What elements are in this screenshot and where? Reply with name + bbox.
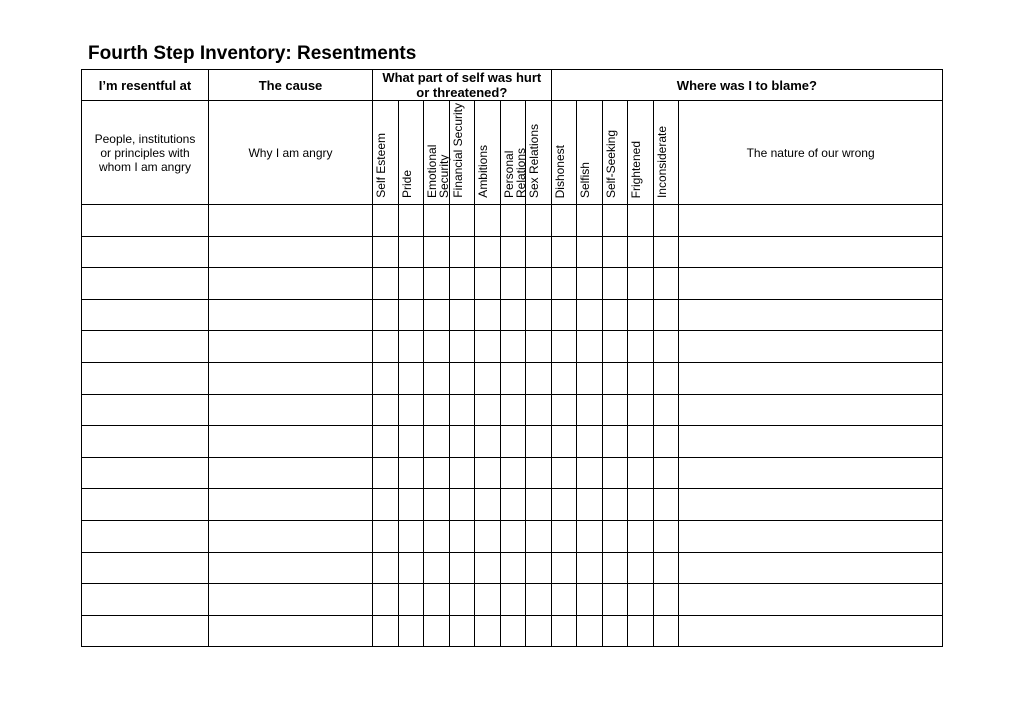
entry-cell[interactable] [424, 457, 450, 489]
table-row [82, 520, 943, 552]
entry-cell[interactable] [373, 426, 399, 458]
entry-cell[interactable] [602, 394, 628, 426]
entry-cell[interactable] [209, 489, 373, 521]
entry-cell[interactable] [526, 362, 552, 394]
entry-cell[interactable] [373, 489, 399, 521]
entry-cell[interactable] [602, 489, 628, 521]
entry-cell[interactable] [577, 362, 603, 394]
entry-cell[interactable] [679, 268, 943, 300]
entry-cell[interactable] [551, 615, 577, 647]
entry-cell[interactable] [577, 394, 603, 426]
entry-cell[interactable] [628, 299, 654, 331]
entry-cell[interactable] [653, 520, 679, 552]
entry-cell[interactable] [398, 331, 424, 363]
col-selfish [577, 101, 603, 205]
entry-cell[interactable] [209, 615, 373, 647]
entry-cell[interactable] [500, 489, 526, 521]
entry-cell[interactable] [449, 362, 475, 394]
entry-cell[interactable] [628, 457, 654, 489]
header-self-hurt [373, 70, 552, 101]
entry-cell[interactable] [526, 426, 552, 458]
col-pride-label: Pride [399, 169, 414, 198]
entry-cell[interactable] [679, 489, 943, 521]
entry-cell[interactable] [449, 457, 475, 489]
entry-cell[interactable] [551, 457, 577, 489]
entry-cell[interactable] [424, 426, 450, 458]
entry-cell[interactable] [628, 426, 654, 458]
col-inconsiderate [653, 101, 679, 205]
entry-cell[interactable] [209, 394, 373, 426]
table-row [82, 299, 943, 331]
entry-cell[interactable] [398, 394, 424, 426]
entry-cell[interactable] [526, 236, 552, 268]
table-row [82, 268, 943, 300]
entry-cell[interactable] [500, 520, 526, 552]
entry-cell[interactable] [82, 362, 209, 394]
entry-cell[interactable] [398, 299, 424, 331]
entry-cell[interactable] [424, 362, 450, 394]
entry-cell[interactable] [653, 394, 679, 426]
entry-cell[interactable] [424, 268, 450, 300]
entry-cell[interactable] [526, 489, 552, 521]
entry-cell[interactable] [526, 520, 552, 552]
entry-cell[interactable] [449, 520, 475, 552]
entry-cell[interactable] [475, 520, 501, 552]
entry-cell[interactable] [373, 457, 399, 489]
table-row [82, 584, 943, 616]
entry-cell[interactable] [653, 299, 679, 331]
entry-cell[interactable] [526, 331, 552, 363]
entry-cell[interactable] [551, 520, 577, 552]
entry-cell[interactable] [449, 615, 475, 647]
entry-cell[interactable] [449, 489, 475, 521]
entry-cell[interactable] [653, 268, 679, 300]
entry-cell[interactable] [82, 268, 209, 300]
col-dishonest-label: Dishonest [552, 144, 567, 198]
entry-cell[interactable] [398, 520, 424, 552]
entry-cell[interactable] [449, 268, 475, 300]
entry-cell[interactable] [551, 205, 577, 237]
entry-cell[interactable] [209, 362, 373, 394]
entry-cell[interactable] [628, 520, 654, 552]
entry-cell[interactable] [500, 615, 526, 647]
entry-cell[interactable] [500, 394, 526, 426]
subheader-resentful-at [82, 101, 209, 205]
entry-cell[interactable] [602, 552, 628, 584]
entry-cell[interactable] [424, 331, 450, 363]
entry-cell[interactable] [424, 394, 450, 426]
col-financial-security-label: Financial Security [450, 103, 465, 198]
entry-cell[interactable] [679, 331, 943, 363]
entry-cell[interactable] [424, 299, 450, 331]
entry-cell[interactable] [628, 331, 654, 363]
entry-cell[interactable] [398, 426, 424, 458]
entry-cell[interactable] [653, 489, 679, 521]
entry-cell[interactable] [679, 236, 943, 268]
entry-cell[interactable] [628, 552, 654, 584]
entry-cell[interactable] [475, 236, 501, 268]
entry-cell[interactable] [653, 457, 679, 489]
entry-cell[interactable] [500, 584, 526, 616]
entry-cell[interactable] [679, 205, 943, 237]
entry-cell[interactable] [398, 584, 424, 616]
entry-cell[interactable] [526, 299, 552, 331]
entry-cell[interactable] [398, 615, 424, 647]
entry-cell[interactable] [424, 489, 450, 521]
entry-cell[interactable] [653, 615, 679, 647]
entry-cell[interactable] [82, 489, 209, 521]
entry-cell[interactable] [209, 268, 373, 300]
entry-cell[interactable] [449, 331, 475, 363]
table-row [82, 615, 943, 647]
col-emotional-security-label: Emotional Security [425, 144, 451, 198]
col-inconsiderate-label: Inconsiderate [654, 125, 669, 198]
entry-cell[interactable] [82, 394, 209, 426]
entry-cell[interactable] [679, 520, 943, 552]
entry-cell[interactable] [628, 362, 654, 394]
col-self-seeking-label: Self-Seeking [603, 129, 618, 198]
entry-cell[interactable] [500, 552, 526, 584]
entry-cell[interactable] [209, 299, 373, 331]
entry-cell[interactable] [628, 268, 654, 300]
entry-cell[interactable] [602, 584, 628, 616]
entry-cell[interactable] [602, 331, 628, 363]
entry-cell[interactable] [500, 362, 526, 394]
entry-cell[interactable] [373, 362, 399, 394]
entry-cell[interactable] [373, 615, 399, 647]
entry-cell[interactable] [398, 552, 424, 584]
entry-cell[interactable] [577, 205, 603, 237]
entry-cell[interactable] [551, 268, 577, 300]
entry-cell[interactable] [475, 426, 501, 458]
entry-cell[interactable] [526, 615, 552, 647]
table-row [82, 394, 943, 426]
entry-cell[interactable] [449, 236, 475, 268]
table-row [82, 362, 943, 394]
entry-cell[interactable] [679, 426, 943, 458]
entry-cell[interactable] [373, 236, 399, 268]
entry-cell[interactable] [526, 552, 552, 584]
entry-cell[interactable] [602, 268, 628, 300]
entry-cell[interactable] [209, 331, 373, 363]
entry-cell[interactable] [628, 236, 654, 268]
col-dishonest [551, 101, 577, 205]
entry-cell[interactable] [398, 362, 424, 394]
header-row [82, 70, 943, 101]
entry-cell[interactable] [679, 362, 943, 394]
entry-cell[interactable] [653, 205, 679, 237]
entry-cell[interactable] [653, 552, 679, 584]
entry-rows [82, 205, 943, 647]
col-self-esteem [373, 101, 399, 205]
entry-cell[interactable] [82, 615, 209, 647]
entry-cell[interactable] [475, 552, 501, 584]
entry-cell[interactable] [653, 584, 679, 616]
col-frightened-label: Frightened [629, 140, 644, 198]
entry-cell[interactable] [526, 205, 552, 237]
entry-cell[interactable] [628, 205, 654, 237]
entry-cell[interactable] [209, 520, 373, 552]
table-row [82, 489, 943, 521]
entry-cell[interactable] [475, 268, 501, 300]
entry-cell[interactable] [475, 615, 501, 647]
entry-cell[interactable] [373, 331, 399, 363]
col-frightened [628, 101, 654, 205]
entry-cell[interactable] [602, 615, 628, 647]
entry-cell[interactable] [398, 457, 424, 489]
entry-cell[interactable] [82, 584, 209, 616]
entry-cell[interactable] [449, 394, 475, 426]
entry-cell[interactable] [500, 457, 526, 489]
col-sex-relations-label: Sex Relations [527, 123, 541, 198]
entry-cell[interactable] [577, 299, 603, 331]
entry-cell[interactable] [209, 205, 373, 237]
entry-cell[interactable] [526, 394, 552, 426]
entry-cell[interactable] [373, 205, 399, 237]
entry-cell[interactable] [449, 205, 475, 237]
entry-cell[interactable] [526, 268, 552, 300]
entry-cell[interactable] [653, 331, 679, 363]
entry-cell[interactable] [424, 520, 450, 552]
entry-cell[interactable] [653, 362, 679, 394]
entry-cell[interactable] [424, 205, 450, 237]
entry-cell[interactable] [475, 584, 501, 616]
col-ambitions-label: Ambitions [476, 145, 490, 198]
entry-cell[interactable] [628, 615, 654, 647]
page-title: Fourth Step Inventory: Resentments [88, 43, 417, 64]
col-personal-relations-label: Personal Relations [501, 147, 528, 198]
entry-cell[interactable] [577, 331, 603, 363]
entry-cell[interactable] [209, 584, 373, 616]
entry-cell[interactable] [424, 615, 450, 647]
entry-cell[interactable] [398, 205, 424, 237]
entry-cell[interactable] [602, 426, 628, 458]
entry-cell[interactable] [679, 394, 943, 426]
entry-cell[interactable] [628, 584, 654, 616]
header-cause: The cause [209, 70, 373, 101]
entry-cell[interactable] [82, 236, 209, 268]
entry-cell[interactable] [82, 457, 209, 489]
entry-cell[interactable] [475, 457, 501, 489]
subheader-row [82, 101, 943, 205]
entry-cell[interactable] [577, 615, 603, 647]
entry-cell[interactable] [577, 426, 603, 458]
entry-cell[interactable] [82, 520, 209, 552]
entry-cell[interactable] [373, 584, 399, 616]
entry-cell[interactable] [475, 331, 501, 363]
entry-cell[interactable] [577, 552, 603, 584]
header-resentful-at: I’m resentful at [82, 70, 209, 101]
col-self-esteem-label: Self Esteem [374, 133, 388, 198]
entry-cell[interactable] [602, 457, 628, 489]
entry-cell[interactable] [209, 552, 373, 584]
entry-cell[interactable] [551, 552, 577, 584]
entry-cell[interactable] [551, 394, 577, 426]
table-row [82, 457, 943, 489]
subheader-resentful-at-label: People, institutions or principles with whom I am angry [94, 131, 196, 174]
entry-cell[interactable] [577, 457, 603, 489]
table-row [82, 426, 943, 458]
entry-cell[interactable] [475, 205, 501, 237]
entry-cell[interactable] [679, 457, 943, 489]
entry-cell[interactable] [449, 299, 475, 331]
table-row [82, 552, 943, 584]
entry-cell[interactable] [82, 552, 209, 584]
col-self-seeking [602, 101, 628, 205]
entry-cell[interactable] [449, 426, 475, 458]
entry-cell[interactable] [475, 299, 501, 331]
entry-cell[interactable] [449, 552, 475, 584]
entry-cell[interactable] [209, 457, 373, 489]
entry-cell[interactable] [653, 426, 679, 458]
entry-cell[interactable] [679, 299, 943, 331]
entry-cell[interactable] [500, 268, 526, 300]
header-self-hurt-label: What part of self was hurt or threatened? [382, 70, 542, 100]
subheader-cause: Why I am angry [209, 101, 373, 205]
entry-cell[interactable] [577, 236, 603, 268]
entry-cell[interactable] [82, 299, 209, 331]
col-selfish-label: Selfish [578, 161, 593, 198]
table-row [82, 205, 943, 237]
entry-cell[interactable] [500, 236, 526, 268]
table-row [82, 331, 943, 363]
entry-cell[interactable] [602, 299, 628, 331]
entry-cell[interactable] [602, 520, 628, 552]
header-blame: Where was I to blame? [551, 70, 943, 101]
entry-cell[interactable] [526, 584, 552, 616]
entry-cell[interactable] [551, 236, 577, 268]
entry-cell[interactable] [602, 362, 628, 394]
entry-cell[interactable] [500, 426, 526, 458]
col-ambitions [475, 101, 501, 205]
entry-cell[interactable] [373, 552, 399, 584]
entry-cell[interactable] [82, 205, 209, 237]
table-row [82, 236, 943, 268]
entry-cell[interactable] [500, 331, 526, 363]
entry-cell[interactable] [577, 584, 603, 616]
entry-cell[interactable] [398, 489, 424, 521]
entry-cell[interactable] [398, 268, 424, 300]
entry-cell[interactable] [551, 426, 577, 458]
subheader-nature-of-wrong: The nature of our wrong [679, 101, 943, 205]
entry-cell[interactable] [628, 489, 654, 521]
entry-cell[interactable] [602, 236, 628, 268]
entry-cell[interactable] [577, 520, 603, 552]
entry-cell[interactable] [209, 426, 373, 458]
resentment-inventory-table [81, 69, 943, 647]
entry-cell[interactable] [373, 394, 399, 426]
col-financial-security [449, 101, 475, 205]
entry-cell[interactable] [475, 489, 501, 521]
entry-cell[interactable] [82, 331, 209, 363]
entry-cell[interactable] [679, 584, 943, 616]
entry-cell[interactable] [424, 552, 450, 584]
entry-cell[interactable] [373, 520, 399, 552]
col-personal-relations [500, 101, 526, 205]
entry-cell[interactable] [500, 205, 526, 237]
entry-cell[interactable] [602, 205, 628, 237]
entry-cell[interactable] [82, 426, 209, 458]
entry-cell[interactable] [424, 584, 450, 616]
entry-cell[interactable] [475, 362, 501, 394]
entry-cell[interactable] [551, 362, 577, 394]
entry-cell[interactable] [577, 489, 603, 521]
entry-cell[interactable] [653, 236, 679, 268]
entry-cell[interactable] [551, 584, 577, 616]
entry-cell[interactable] [551, 331, 577, 363]
entry-cell[interactable] [679, 552, 943, 584]
entry-cell[interactable] [424, 236, 450, 268]
entry-cell[interactable] [373, 268, 399, 300]
col-emotional-security [424, 101, 450, 205]
entry-cell[interactable] [577, 268, 603, 300]
entry-cell[interactable] [628, 394, 654, 426]
entry-cell[interactable] [209, 236, 373, 268]
col-sex-relations [526, 101, 552, 205]
entry-cell[interactable] [475, 394, 501, 426]
entry-cell[interactable] [551, 299, 577, 331]
entry-cell[interactable] [449, 584, 475, 616]
col-pride [398, 101, 424, 205]
entry-cell[interactable] [373, 299, 399, 331]
entry-cell[interactable] [679, 615, 943, 647]
entry-cell[interactable] [526, 457, 552, 489]
entry-cell[interactable] [500, 299, 526, 331]
entry-cell[interactable] [551, 489, 577, 521]
entry-cell[interactable] [398, 236, 424, 268]
